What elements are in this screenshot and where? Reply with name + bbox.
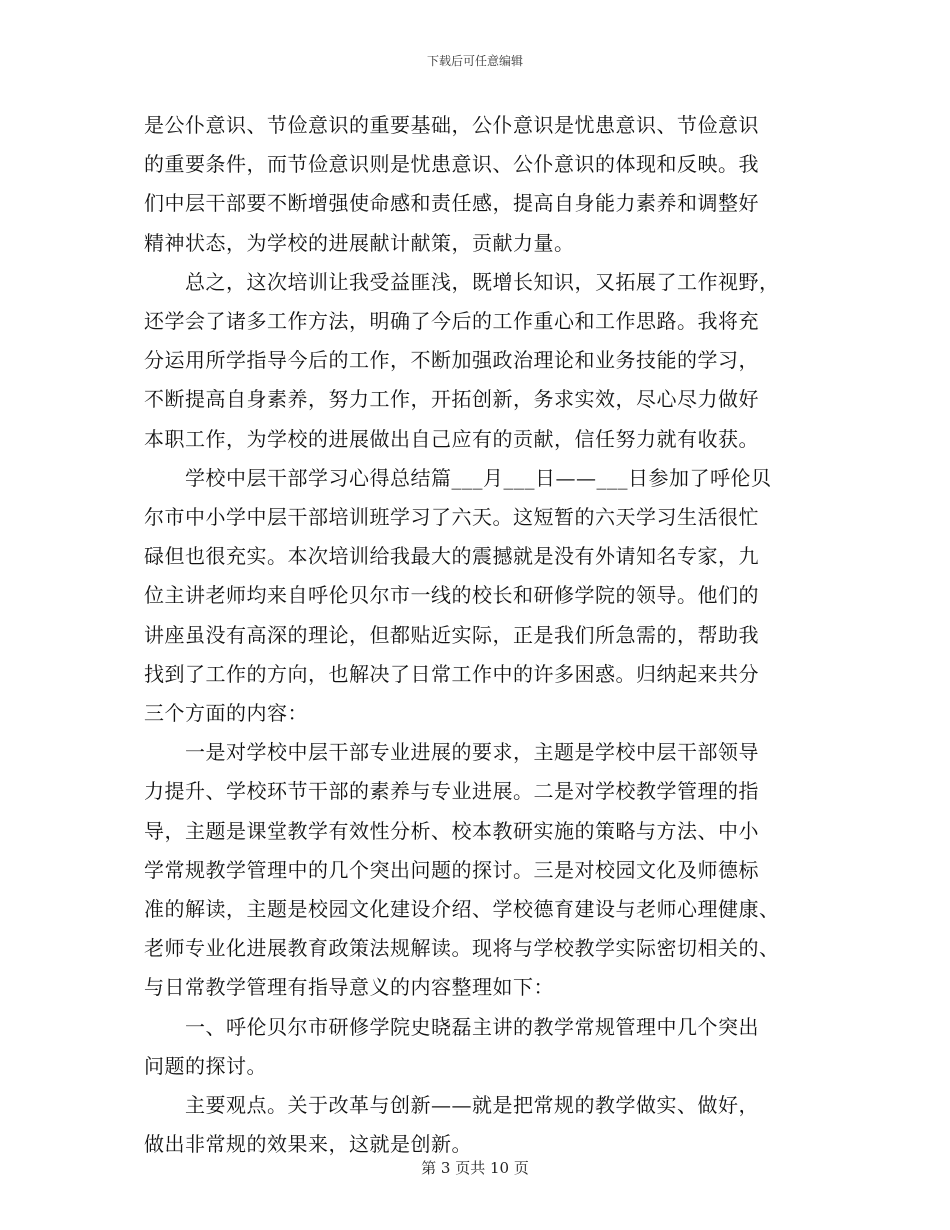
- text-line: 精神状态，为学校的进展献计献策，贡献力量。: [144, 230, 575, 255]
- text-line: 不断提高自身素养，努力工作，开拓创新，务求实效，尽心尽力做好: [144, 387, 759, 412]
- text-line: 力提升、学校环节干部的素养与专业进展。二是对学校教学管理的指: [144, 779, 759, 804]
- text-line: 学常规教学管理中的几个突出问题的探讨。三是对校园文化及师德标: [144, 857, 759, 882]
- text-line: 分运用所学指导今后的工作，不断加强政治理论和业务技能的学习，: [144, 348, 759, 373]
- text-line: 讲座虽没有高深的理论，但都贴近实际，正是我们所急需的，帮助我: [144, 622, 759, 647]
- text-line: 找到了工作的方向，也解决了日常工作中的许多困惑。归纳起来共分: [144, 661, 759, 686]
- text-line: 碌但也很充实。本次培训给我最大的震撼就是没有外请知名专家，九: [144, 544, 759, 569]
- paragraph: [144, 733, 808, 1007]
- text-line: 老师专业化进展教育政策法规解读。现将与学校教学实际密切相关的、: [144, 936, 780, 961]
- text-line: 学校中层干部学习心得总结篇___月___日——___日参加了呼伦贝: [144, 465, 772, 490]
- text-line: 做出非常规的效果来，这就是创新。: [144, 1132, 472, 1157]
- text-line: 还学会了诸多工作方法，明确了今后的工作重心和工作思路。我将充: [144, 309, 759, 334]
- text-line: 一、呼伦贝尔市研修学院史晓磊主讲的教学常规管理中几个突出: [144, 1014, 759, 1039]
- text-line: 本职工作，为学校的进展做出自己应有的贡献，信任努力就有收获。: [144, 426, 759, 451]
- text-line: 位主讲老师均来自呼伦贝尔市一线的校长和研修学院的领导。他们的: [144, 583, 759, 608]
- page-number: 第 3 页共 10 页: [421, 1159, 529, 1177]
- text-line: 问题的探讨。: [144, 1053, 267, 1078]
- text-line: 一是对学校中层干部专业进展的要求，主题是学校中层干部领导: [144, 740, 759, 765]
- header-note: 下载后可任意编辑: [426, 54, 523, 68]
- paragraph: [144, 459, 808, 733]
- text-line: 主要观点。关于改革与创新——就是把常规的教学做实、做好，: [144, 1093, 759, 1118]
- text-line: 准的解读，主题是校园文化建设介绍、学校德育建设与老师心理健康、: [144, 897, 780, 922]
- text-line: 三个方面的内容：: [144, 701, 308, 726]
- text-line: 们中层干部要不断增强使命感和责任感，提高自身能力素养和调整好: [144, 191, 759, 216]
- text-line: 与日常教学管理有指导意义的内容整理如下：: [144, 975, 554, 1000]
- paragraph: [144, 1008, 808, 1086]
- text-line: 是公仆意识、节俭意识的重要基础，公仆意识是忧患意识、节俭意识: [144, 113, 759, 137]
- paragraph: [144, 106, 808, 263]
- paragraph: [144, 263, 808, 459]
- text-line: 总之，这次培训让我受益匪浅，既增长知识，又拓展了工作视野，: [144, 269, 780, 294]
- text-line: 的重要条件，而节俭意识则是忧患意识、公仆意识的体现和反映。我: [144, 152, 759, 177]
- document-body: [144, 106, 808, 1164]
- text-line: 导，主题是课堂教学有效性分析、校本教研实施的策略与方法、中小: [144, 818, 759, 843]
- paragraph: [144, 1086, 808, 1164]
- text-line: 尔市中小学中层干部培训班学习了六天。这短暂的六天学习生活很忙: [144, 505, 759, 530]
